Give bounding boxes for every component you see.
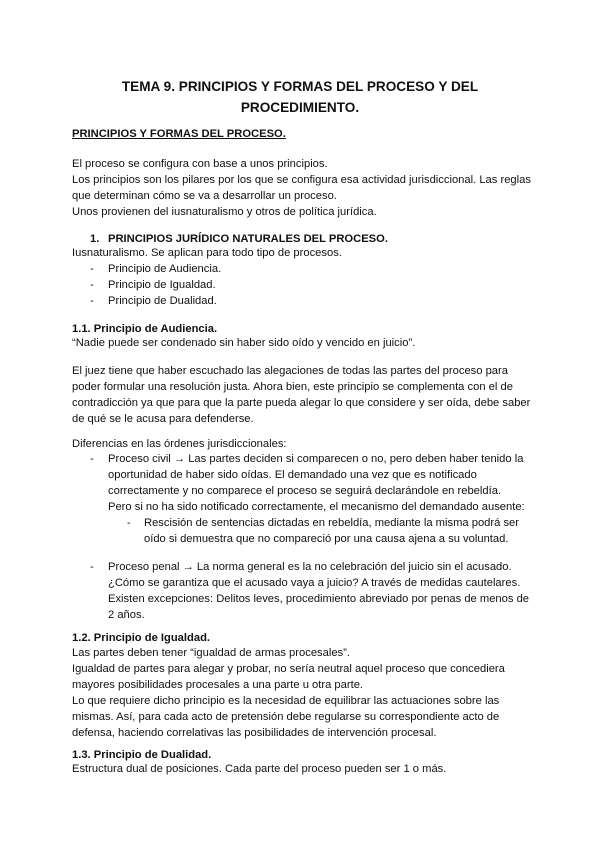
penal-line: Existen excepciones: Delitos leves, procedimiento abreviado por penas de menos de (108, 593, 530, 605)
title-line-2: PROCEDIMIENTO. (240, 100, 360, 115)
dualidad-heading: 1.3. Principio de Dualidad. (72, 749, 212, 761)
dash-bullet: - (90, 263, 94, 275)
penal-line: 2 años. (108, 609, 145, 621)
list-item-text (108, 451, 525, 515)
list-item-text: Principio de Igualdad. (108, 279, 216, 291)
dash-bullet: - (90, 279, 94, 291)
paragraph-line: mayores posibilidades procesales a una parte u otra parte. (72, 679, 364, 691)
paragraph-line: Lo que requiere dicho principio es la necesidad de equilibrar las actuaciones sobre las (72, 695, 500, 707)
paragraph-line: de qué se le acusa para defenderse. (72, 413, 254, 425)
intro-line: Unos provienen del iusnaturalismo y otros de política jurídica. (72, 206, 377, 218)
paragraph-line: contradicción ya que para que la parte pueda alegar lo que considere y ser oída, debe saber (72, 397, 531, 409)
title-line-1: TEMA 9. PRINCIPIOS Y FORMAS DEL PROCESO Y DEL (121, 79, 479, 94)
paragraph-line: poder formular una resolución justa. Ahora bien, este principio se complementa con el de (72, 381, 513, 393)
nested-line: oído si demuestra que no compareció por una causa ajena a su voluntad. (144, 533, 509, 545)
paragraph-line: Las partes deben tener “igualdad de armas procesales”. (72, 647, 350, 659)
paragraph-line: Igualdad de partes para alegar y probar, no sería neutral aquel proceso que concediera (72, 663, 505, 675)
paragraph-line: mismas. Así, para cada acto de pretensión debe regularse su correspondiente acto de (72, 711, 500, 723)
section-heading: PRINCIPIOS Y FORMAS DEL PROCESO. (72, 128, 286, 140)
paragraph-line: defensa, haciendo correlativas las posibilidades de intervención procesal. (72, 727, 437, 739)
igualdad-paragraph (72, 645, 530, 741)
dualidad-text: Estructura dual de posiciones. Cada parte del proceso pueden ser 1 o más. (72, 763, 447, 775)
intro-paragraph (72, 156, 530, 220)
dash-bullet: - (90, 561, 94, 573)
subsection-title: PRINCIPIOS JURÍDICO NATURALES DEL PROCESO. (108, 233, 388, 245)
document-title (90, 76, 510, 118)
list-item-text: Principio de Audiencia. (108, 263, 222, 275)
paragraph-line: El juez tiene que haber escuchado las alegaciones de todas las partes del proceso para (72, 365, 508, 377)
nested-line: Rescisión de sentencias dictadas en rebeldía, mediante la misma podrá ser (144, 517, 519, 529)
civil-line: Pero si no ha sido notificado correctamente, el mecanismo del demandado ausente: (108, 501, 525, 513)
audiencia-paragraph (72, 363, 530, 427)
audiencia-heading: 1.1. Principio de Audiencia. (72, 323, 218, 335)
civil-line: Proceso civil → Las partes deciden si comparecen o no, pero deben haber tenido la (108, 453, 524, 465)
dash-bullet: - (90, 295, 94, 307)
dash-bullet: - (90, 453, 94, 465)
dash-bullet: - (127, 517, 131, 529)
nested-list-item-text (144, 515, 519, 547)
intro-line: Los principios son los pilares por los que se configura esa actividad jurisdiccional. Las reglas (72, 174, 531, 186)
igualdad-heading: 1.2. Principio de Igualdad. (72, 632, 211, 644)
subsection-number: 1. (90, 233, 100, 245)
penal-line: ¿Cómo se garantiza que el acusado vaya a juicio? A través de medidas cautelares. (108, 577, 521, 589)
intro-line: que determinan cómo se va a desarrollar un proceso. (72, 190, 337, 202)
differences-intro: Diferencias en las órdenes jurisdiccionales: (72, 438, 287, 450)
audiencia-quote: “Nadie puede ser condenado sin haber sido oído y vencido en juicio”. (72, 337, 416, 349)
intro-line: El proceso se configura con base a unos principios. (72, 158, 328, 170)
civil-line: correctamente y no comparece el proceso se seguirá declarándole en rebeldía. (108, 485, 502, 497)
list-item-text: Principio de Dualidad. (108, 295, 217, 307)
penal-line: Proceso penal → La norma general es la no celebración del juicio sin el acusado. (108, 561, 512, 573)
subsection-1-text: Iusnaturalismo. Se aplican para todo tipo de procesos. (72, 247, 342, 259)
civil-line: oportunidad de haber sido oídas. El demandado una vez que es notificado (108, 469, 477, 481)
list-item-text (108, 559, 529, 623)
